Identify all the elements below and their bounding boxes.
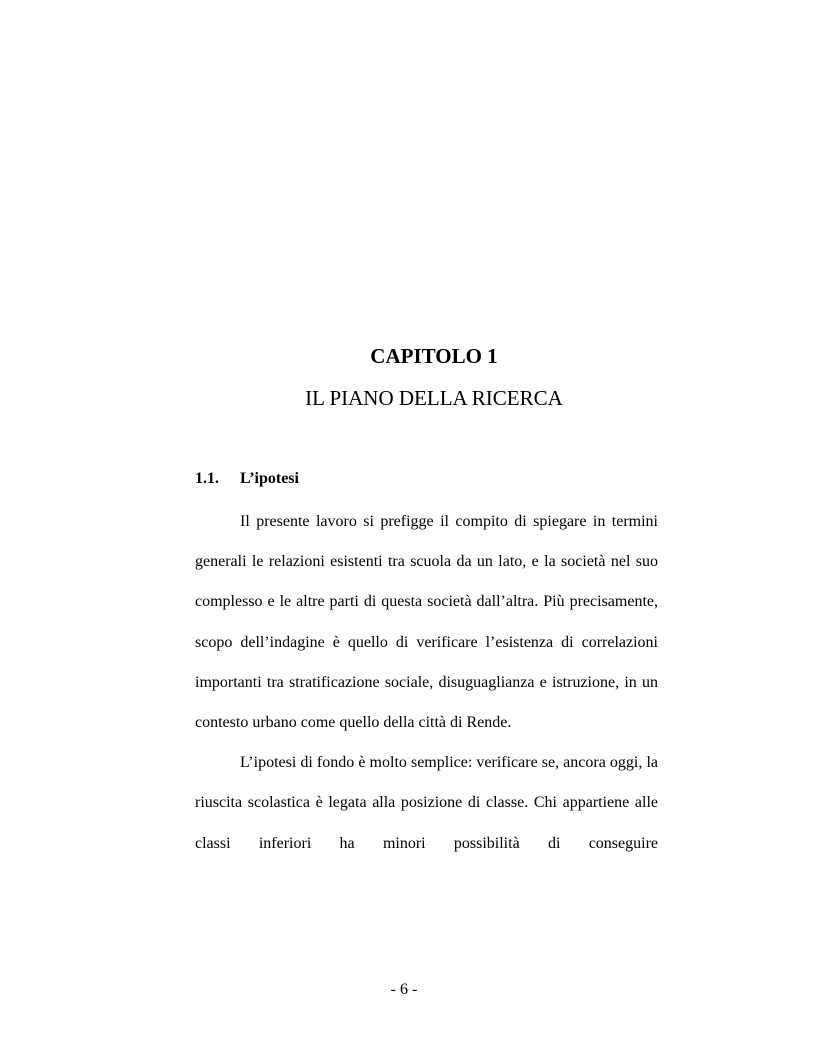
body-text	[195, 502, 658, 864]
section-title: L’ipotesi	[240, 470, 299, 487]
section-number: 1.1.	[195, 470, 219, 487]
chapter-title: IL PIANO DELLA RICERCA	[305, 386, 563, 410]
section-heading	[195, 466, 299, 492]
chapter-label: CAPITOLO 1	[370, 344, 498, 368]
paragraph-2: L’ipotesi di fondo è molto semplice: verificare se, ancora oggi, la riuscita scolastica è legata alla posizione di classe. Chi appartiene alle classi inferiori ha minori possibilità di conseguire	[195, 754, 658, 852]
page-number: - 6 -	[390, 981, 418, 998]
paragraph-1: Il presente lavoro si prefigge il compito di spiegare in termini generali le relazioni esistenti tra scuola da un lato, e la società nel suo complesso e le altre parti di questa società dall’altra. Più precisamente, scopo dell’indagine è quello di verificare l’esistenza di correlazioni importanti tra stratificazione sociale, disuguaglianza e istruzione, in un contesto urbano come quello della città di Rende.	[195, 513, 658, 732]
